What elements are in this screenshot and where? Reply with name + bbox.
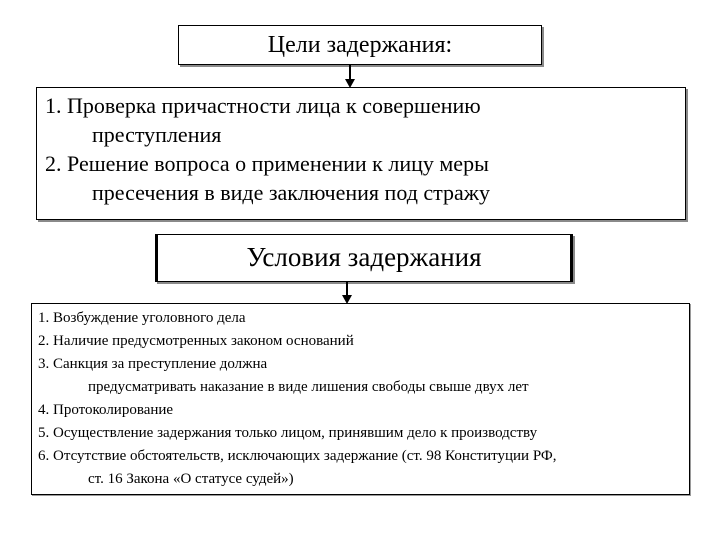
conditions-item-line1: 4. Протоколирование: [38, 402, 174, 418]
conditions-list-box: [31, 303, 690, 495]
conditions-item-line1: 6. Отсутствие обстоятельств, исключающих задержание (ст. 98 Конституции РФ,: [38, 448, 557, 464]
conditions-item-line1: 3. Санкция за преступление должна: [38, 356, 268, 372]
goals-item-line2: преступления: [92, 122, 222, 147]
conditions-item-line1: 1. Возбуждение уголовного дела: [38, 310, 246, 326]
goals-item-line1: 2. Решение вопроса о применении к лицу меры: [45, 151, 489, 176]
conditions-item: [38, 307, 683, 330]
conditions-item-line2: ст. 16 Закона «О статусе судей»): [88, 471, 294, 487]
conditions-item: [38, 422, 683, 445]
conditions-item: [38, 399, 683, 422]
conditions-title-box: [155, 234, 573, 282]
goals-list-box: [36, 87, 686, 220]
conditions-item-line1: 2. Наличие предусмотренных законом оснований: [38, 333, 354, 349]
conditions-item: [38, 330, 683, 353]
goals-item: [45, 149, 679, 207]
goals-title-box: [178, 25, 542, 65]
goals-item: [45, 91, 679, 149]
goals-item-line2: пресечения в виде заключения под стражу: [92, 180, 490, 205]
conditions-item: [38, 445, 683, 491]
goals-item-line1: 1. Проверка причастности лица к совершению: [45, 93, 481, 118]
goals-title: Цели задержания:: [267, 32, 453, 58]
conditions-item-line2: предусматривать наказание в виде лишения свободы свыше двух лет: [88, 379, 529, 395]
conditions-item-line1: 5. Осуществление задержания только лицом, принявшим дело к производству: [38, 425, 538, 441]
conditions-title: Условия задержания: [246, 242, 482, 272]
conditions-item: [38, 353, 683, 399]
